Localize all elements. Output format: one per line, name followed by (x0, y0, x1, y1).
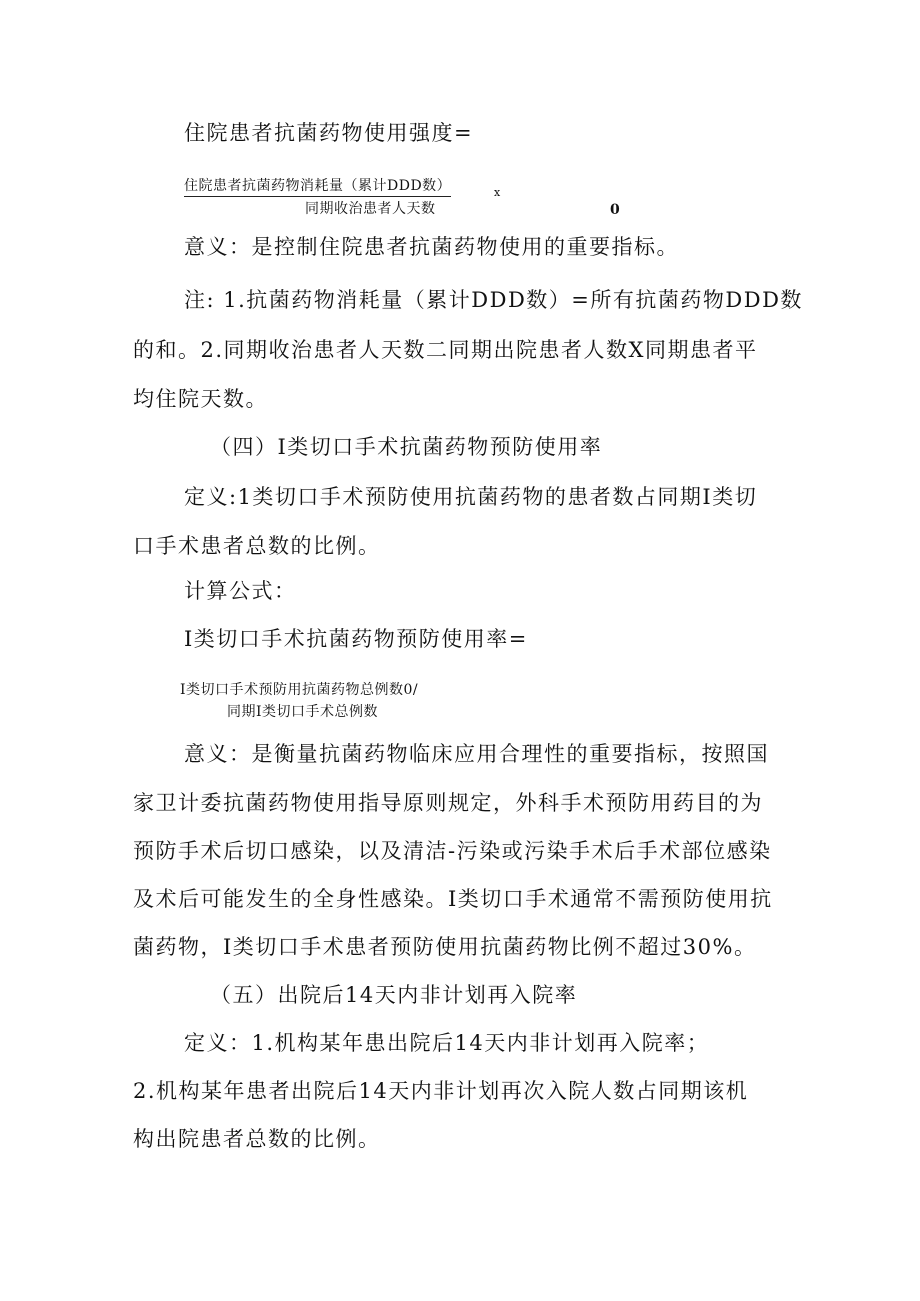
note-line-3: 均住院天数。 (133, 387, 268, 411)
formula1-numerator (184, 177, 451, 197)
section4-meaning-line-2: 家卫计委抗菌药物使用指导原则规定，外科手术预防用药目的为 (133, 791, 763, 815)
note-line-2: 的和。2.同期收治患者人天数二同期出院患者人数X同期患者平 (133, 338, 758, 362)
section4-meaning-line-4: 及术后可能发生的全身性感染。I类切口手术通常不需预防使用抗 (133, 887, 773, 911)
section4-heading: （四）I类切口手术抗菌药物预防使用率 (210, 435, 603, 459)
section5-definition-line-2: 2.机构某年患者出院后14天内非计划再次入院人数占同期该机 (133, 1079, 749, 1103)
section4-calc-label: 计算公式： (184, 579, 297, 603)
formula1-denominator: 同期收治患者人天数 (305, 201, 436, 217)
section4-definition-line-2: 口手术患者总数的比例。 (133, 534, 381, 558)
formula1-factor: 0 (610, 202, 621, 218)
formula1-numerator-text: 住院患者抗菌药物消耗量（累计DDD数） (184, 178, 452, 194)
section4-meaning-line-5: 菌药物，I类切口手术患者预防使用抗菌药物比例不超过30%。 (133, 935, 757, 959)
formula1-times: x (494, 186, 501, 199)
meaning1: 意义：是控制住院患者抗菌药物使用的重要指标。 (184, 235, 679, 259)
section4-meaning-line-3: 预防手术后切口感染，以及清洁-污染或污染手术后手术部位感染 (133, 839, 772, 863)
section5-definition-line-1: 定义：1.机构某年患出院后14天内非计划再入院率； (184, 1031, 710, 1055)
section4-definition-line-1: 定义:1类切口手术预防使用抗菌药物的患者数占同期I类切 (184, 485, 758, 509)
section5-heading: （五）出院后14天内非计划再入院率 (210, 983, 578, 1007)
section4-numerator: I类切口手术预防用抗菌药物总例数0/ (180, 682, 419, 698)
section5-definition-line-3: 构出院患者总数的比例。 (133, 1127, 381, 1151)
section4-formula-title: I类切口手术抗菌药物预防使用率= (184, 627, 528, 651)
section4-denominator: 同期I类切口手术总例数 (227, 704, 379, 720)
section4-meaning-line-1: 意义：是衡量抗菌药物临床应用合理性的重要指标，按照国 (184, 742, 769, 766)
note-line-1: 注: 1.抗菌药物消耗量（累计DDD数）=所有抗菌药物DDD数 (184, 288, 803, 312)
formula1-title: 住院患者抗菌药物使用强度= (184, 121, 474, 145)
